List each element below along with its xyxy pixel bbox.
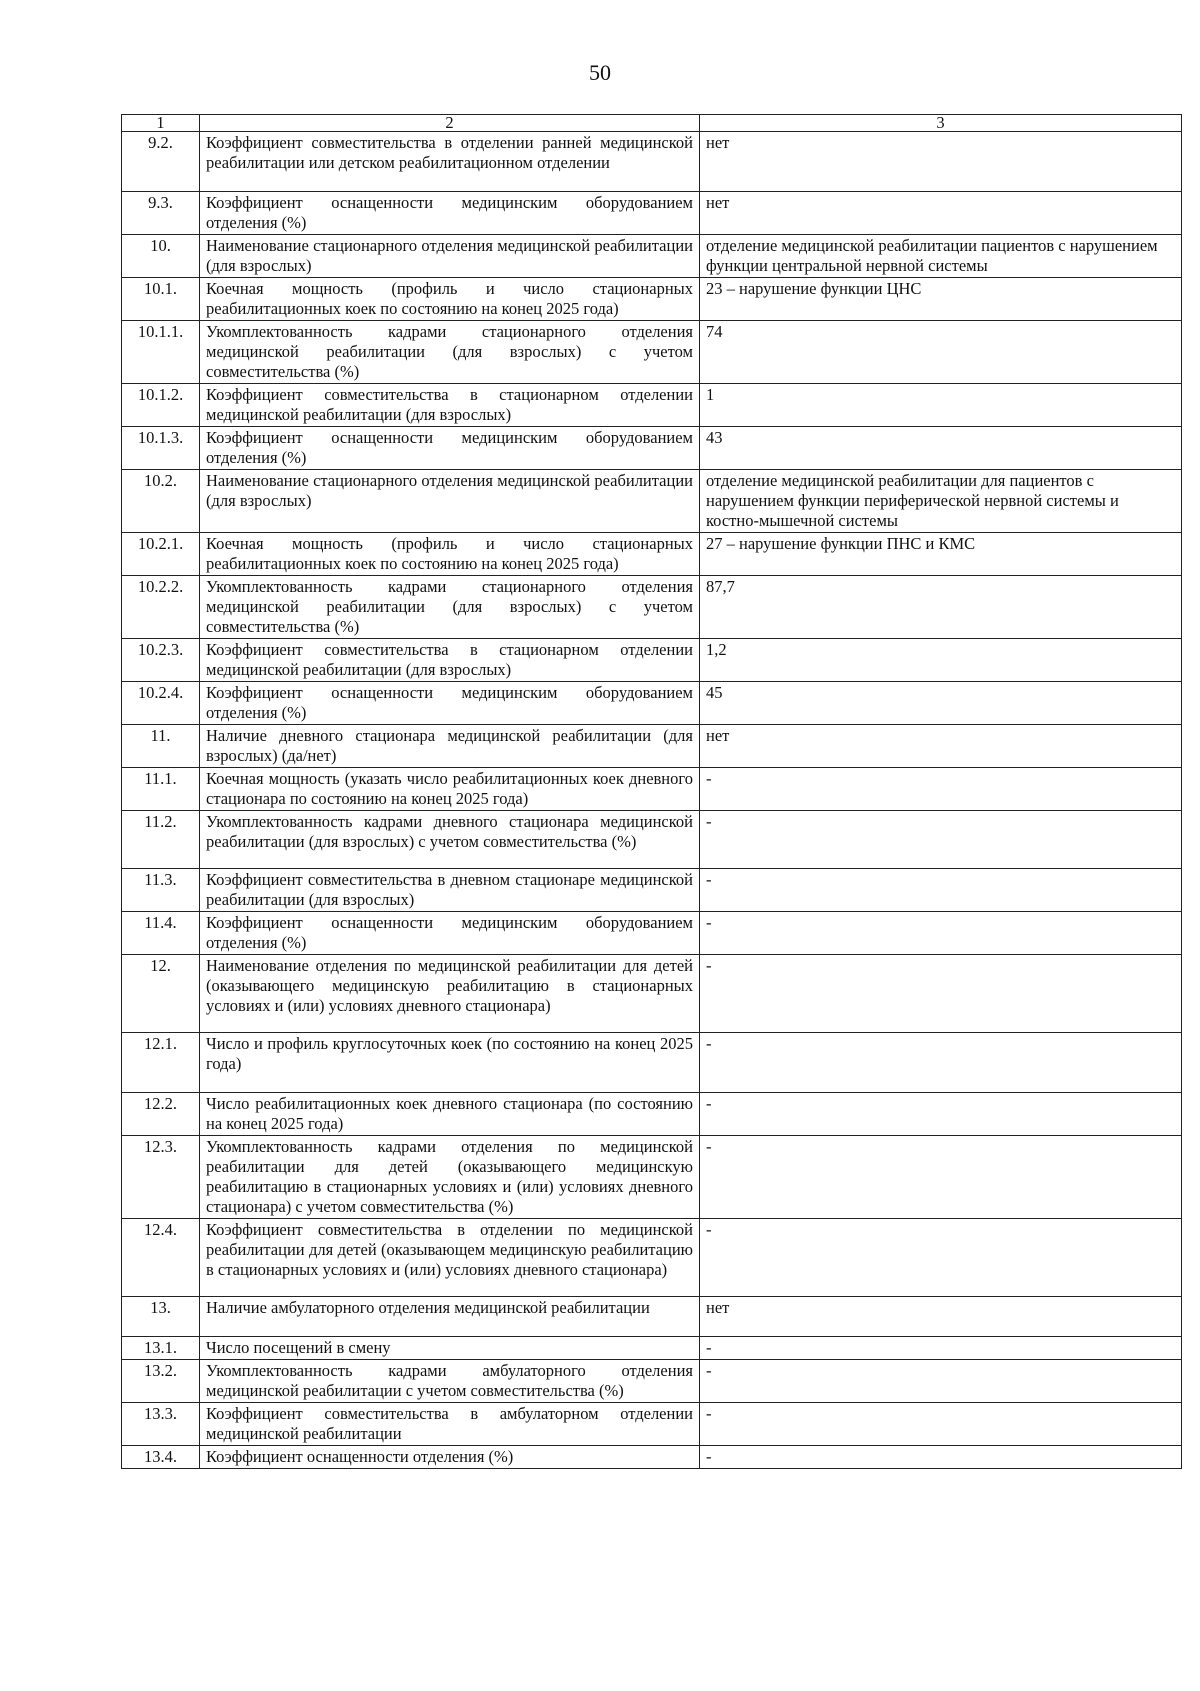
row-number: 9.2.: [122, 132, 200, 192]
table-row: [122, 192, 1182, 235]
row-description: Коечная мощность (указать число реабилитационных коек дневного стационара по состоянию на конец 2025 года): [200, 768, 700, 811]
row-number: 13.3.: [122, 1403, 200, 1446]
row-description: Коэффициент совместительства в стационарном отделении медицинской реабилитации (для взрослых): [200, 639, 700, 682]
row-description: Укомплектованность кадрами отделения по медицинской реабилитации для детей (оказывающего медицинскую реабилитацию в стационарных условиях и (или) условиях дневного стационара) с учетом совместительства (%): [200, 1136, 700, 1219]
row-number: 10.2.3.: [122, 639, 200, 682]
data-table: [121, 114, 1182, 1469]
table-row: [122, 470, 1182, 533]
table-row: [122, 1403, 1182, 1446]
row-number: 12.4.: [122, 1219, 200, 1297]
table-header-row: [122, 115, 1182, 132]
row-number: 13.4.: [122, 1446, 200, 1469]
row-value: -: [700, 1136, 1182, 1219]
row-value: -: [700, 869, 1182, 912]
table-row: [122, 533, 1182, 576]
row-description: Наименование стационарного отделения медицинской реабилитации (для взрослых): [200, 235, 700, 278]
row-value: -: [700, 1033, 1182, 1093]
row-value: 87,7: [700, 576, 1182, 639]
table-row: [122, 321, 1182, 384]
table-row: [122, 1446, 1182, 1469]
row-number: 12.: [122, 955, 200, 1033]
row-value: 1,2: [700, 639, 1182, 682]
row-description: Укомплектованность кадрами дневного стационара медицинской реабилитации (для взрослых) с учетом совместительства (%): [200, 811, 700, 869]
row-description: Коэффициент совместительства в дневном стационаре медицинской реабилитации (для взрослых): [200, 869, 700, 912]
row-number: 10.: [122, 235, 200, 278]
table-row: [122, 912, 1182, 955]
row-description: Наименование отделения по медицинской реабилитации для детей (оказывающего медицинскую реабилитацию в стационарных условиях и (или) условиях дневного стационара): [200, 955, 700, 1033]
row-value: -: [700, 1403, 1182, 1446]
row-description: Наличие дневного стационара медицинской реабилитации (для взрослых) (да/нет): [200, 725, 700, 768]
table-row: [122, 955, 1182, 1033]
row-value: отделение медицинской реабилитации для пациентов с нарушением функции периферической нервной системы и костно-мышечной системы: [700, 470, 1182, 533]
row-number: 13.2.: [122, 1360, 200, 1403]
table-row: [122, 1219, 1182, 1297]
row-number: 13.1.: [122, 1337, 200, 1360]
row-number: 13.: [122, 1297, 200, 1337]
row-number: 10.2.: [122, 470, 200, 533]
row-value: -: [700, 912, 1182, 955]
row-value: -: [700, 811, 1182, 869]
row-number: 11.: [122, 725, 200, 768]
row-value: -: [700, 1219, 1182, 1297]
table-row: [122, 384, 1182, 427]
row-description: Коэффициент совместительства в отделении ранней медицинской реабилитации или детском реабилитационном отделении: [200, 132, 700, 192]
row-description: Коечная мощность (профиль и число стационарных реабилитационных коек по состоянию на конец 2025 года): [200, 533, 700, 576]
row-number: 11.2.: [122, 811, 200, 869]
row-value: 1: [700, 384, 1182, 427]
row-description: Число и профиль круглосуточных коек (по состоянию на конец 2025 года): [200, 1033, 700, 1093]
row-value: нет: [700, 132, 1182, 192]
row-value: нет: [700, 192, 1182, 235]
row-value: -: [700, 1337, 1182, 1360]
table-row: [122, 1297, 1182, 1337]
column-header: 1: [122, 115, 200, 132]
column-header: 2: [200, 115, 700, 132]
row-value: -: [700, 1446, 1182, 1469]
row-description: Коэффициент оснащенности медицинским оборудованием отделения (%): [200, 192, 700, 235]
table-row: [122, 639, 1182, 682]
row-value: -: [700, 1360, 1182, 1403]
row-value: 27 – нарушение функции ПНС и КМС: [700, 533, 1182, 576]
row-description: Число посещений в смену: [200, 1337, 700, 1360]
page-number: 50: [589, 60, 611, 85]
table-row: [122, 869, 1182, 912]
row-number: 12.3.: [122, 1136, 200, 1219]
row-value: -: [700, 955, 1182, 1033]
row-value: -: [700, 768, 1182, 811]
row-description: Коэффициент оснащенности медицинским оборудованием отделения (%): [200, 912, 700, 955]
row-number: 10.1.2.: [122, 384, 200, 427]
row-number: 10.2.1.: [122, 533, 200, 576]
row-description: Коэффициент оснащенности отделения (%): [200, 1446, 700, 1469]
table-row: [122, 576, 1182, 639]
row-value: нет: [700, 725, 1182, 768]
row-number: 12.1.: [122, 1033, 200, 1093]
row-number: 11.4.: [122, 912, 200, 955]
row-value: -: [700, 1093, 1182, 1136]
table-row: [122, 1360, 1182, 1403]
row-description: Укомплектованность кадрами стационарного отделения медицинской реабилитации (для взрослых) с учетом совместительства (%): [200, 321, 700, 384]
row-description: Коечная мощность (профиль и число стационарных реабилитационных коек по состоянию на конец 2025 года): [200, 278, 700, 321]
row-value: 74: [700, 321, 1182, 384]
row-value: 43: [700, 427, 1182, 470]
table-row: [122, 1033, 1182, 1093]
row-value: отделение медицинской реабилитации пациентов с нарушением функции центральной нервной системы: [700, 235, 1182, 278]
row-number: 11.1.: [122, 768, 200, 811]
row-description: Коэффициент оснащенности медицинским оборудованием отделения (%): [200, 682, 700, 725]
row-description: Наличие амбулаторного отделения медицинской реабилитации: [200, 1297, 700, 1337]
row-description: Коэффициент совместительства в амбулаторном отделении медицинской реабилитации: [200, 1403, 700, 1446]
row-number: 10.2.4.: [122, 682, 200, 725]
row-value: 23 – нарушение функции ЦНС: [700, 278, 1182, 321]
row-number: 10.2.2.: [122, 576, 200, 639]
row-description: Коэффициент совместительства в стационарном отделении медицинской реабилитации (для взрослых): [200, 384, 700, 427]
row-description: Укомплектованность кадрами амбулаторного отделения медицинской реабилитации с учетом совместительства (%): [200, 1360, 700, 1403]
table-row: [122, 1337, 1182, 1360]
table-row: [122, 278, 1182, 321]
row-number: 10.1.1.: [122, 321, 200, 384]
table-row: [122, 811, 1182, 869]
table-row: [122, 682, 1182, 725]
row-value: 45: [700, 682, 1182, 725]
row-number: 9.3.: [122, 192, 200, 235]
table-row: [122, 725, 1182, 768]
table-row: [122, 1136, 1182, 1219]
row-description: Укомплектованность кадрами стационарного отделения медицинской реабилитации (для взрослых) с учетом совместительства (%): [200, 576, 700, 639]
row-description: Коэффициент совместительства в отделении по медицинской реабилитации для детей (оказывающем медицинскую реабилитацию в стационарных условиях и (или) условиях дневного стационара): [200, 1219, 700, 1297]
row-value: нет: [700, 1297, 1182, 1337]
table-row: [122, 235, 1182, 278]
column-header: 3: [700, 115, 1182, 132]
row-number: 12.2.: [122, 1093, 200, 1136]
row-number: 10.1.3.: [122, 427, 200, 470]
table-row: [122, 1093, 1182, 1136]
row-number: 10.1.: [122, 278, 200, 321]
table-row: [122, 427, 1182, 470]
table-row: [122, 132, 1182, 192]
row-description: Наименование стационарного отделения медицинской реабилитации (для взрослых): [200, 470, 700, 533]
table-body: [122, 115, 1182, 1469]
row-description: Коэффициент оснащенности медицинским оборудованием отделения (%): [200, 427, 700, 470]
row-number: 11.3.: [122, 869, 200, 912]
row-description: Число реабилитационных коек дневного стационара (по состоянию на конец 2025 года): [200, 1093, 700, 1136]
table-row: [122, 768, 1182, 811]
